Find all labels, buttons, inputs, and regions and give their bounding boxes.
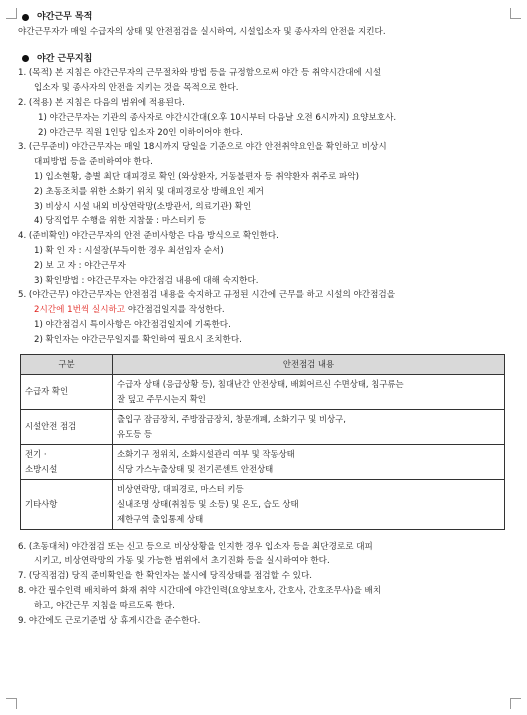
guideline-item-3-sub-2: 2) 초동조치를 위한 소화기 위치 및 대피경로상 방해요인 제거 — [34, 186, 264, 197]
cell-text: 수급자 상태 (응급상황 등), 침대난간 안전상태, 배회어르신 수면상태, 침구류는 — [117, 378, 404, 389]
cell-text: 소화기구 정위치, 소화시설관리 여부 및 작동상태 — [117, 448, 295, 459]
guideline-item-5: 5. (야간근무) 야간근무자는 안전점검 내용을 숙지하고 규정된 시간에 근무를 하고 시설의 야간점검을 — [18, 290, 396, 301]
guideline-item-3-sub-1: 1) 입소현황, 층별 최단 대피경로 확인 (와상환자, 거동불편자 등 취약환자 취주로 파악) — [34, 171, 359, 182]
guideline-item-4-sub-2: 2) 보 고 자 : 야간근무자 — [34, 260, 126, 271]
safety-check-table — [20, 354, 505, 530]
table-cell-category — [21, 444, 113, 479]
highlight-text: 2시간에 1번씩 실시하고 — [34, 305, 126, 316]
cell-text: 소방시설 — [25, 463, 58, 474]
cell-text: 비상연락망, 대피경로, 마스터 키등 — [117, 483, 244, 494]
page-corner-mark-bottom-left — [6, 698, 17, 709]
table-cell-content — [113, 409, 505, 444]
table-header-category: 구분 — [21, 354, 113, 374]
table-header-row — [21, 354, 505, 374]
cell-text: 출입구 잠금장치, 주방잠금장치, 창문개폐, 소화기구 및 비상구, — [117, 413, 346, 424]
section-purpose-text: 야간근무자가 매일 수급자의 상태 및 안전점검을 실시하여, 시설입소자 및 종사자의 안전을 지킨다. — [18, 26, 386, 37]
guideline-item-7: 7. (당직점검) 당직 준비확인을 한 확인자는 불시에 당직상태를 점검할 수 있다. — [18, 571, 313, 582]
guideline-item-6: 6. (초동대처) 야간점검 또는 신고 등으로 비상상황을 인지한 경우 입소자 등을 최단경로로 대피 — [18, 541, 373, 552]
section-purpose-heading — [18, 10, 510, 25]
page-corner-mark-top-left — [6, 8, 17, 19]
section-purpose-title: 야간근무 목적 — [37, 12, 93, 22]
guideline-item-9: 9. 야간에도 근로기준법 상 휴게시간을 준수한다. — [18, 615, 201, 626]
page-corner-mark-bottom-right — [510, 698, 521, 709]
guideline-item-5-cont-rest: 야간점검일지를 작성한다. — [125, 305, 225, 316]
bullet-icon — [22, 14, 29, 21]
cell-text: 식당 가스누출상태 및 전기콘센트 안전상태 — [117, 463, 274, 474]
cell-text: 기타사항 — [25, 498, 58, 509]
guideline-item-4: 4. (준비확인) 야간근무자의 안전 준비사항은 다음 방식으로 확인한다. — [18, 231, 279, 242]
cell-text: 잘 덮고 주무시는지 확인 — [117, 393, 206, 404]
document-page — [18, 10, 510, 628]
guideline-item-4-sub-1: 1) 확 인 자 : 시설장(부득이한 경우 최선임자 순서) — [34, 245, 224, 256]
table-cell-category — [21, 409, 113, 444]
guideline-item-1: 1. (목적) 본 지침은 야간근무자의 근무절차와 방법 등을 규정함으로써 야간 등 취약시간대에 시설 — [18, 68, 382, 79]
table-row — [21, 479, 505, 529]
table-cell-content — [113, 444, 505, 479]
table-cell-category — [21, 479, 113, 529]
guideline-item-5-sub-2: 2) 확인자는 야간근무일지를 확인하여 필요시 조치한다. — [34, 334, 242, 345]
guideline-item-3-cont: 대피방법 등을 준비하여야 한다. — [34, 157, 153, 168]
guideline-item-5-sub-1: 1) 야간점검시 특이사항은 야간점검일지에 기록한다. — [34, 319, 231, 330]
cell-text: 수급자 확인 — [25, 386, 69, 397]
bullet-icon — [22, 55, 29, 62]
guideline-item-2-sub-1: 1) 야간근무자는 기관의 종사자로 야간시간대(오후 10시부터 다음날 오전 6시까지) 요양보호사. — [38, 112, 397, 123]
cell-text: 실내조명 상태(취침등 및 소등) 및 온도, 습도 상태 — [117, 498, 299, 509]
guideline-item-3: 3. (근무준비) 야간근무자는 매일 18시까지 당일을 기준으로 야간 안전취약요인을 확인하고 비상시 — [18, 142, 387, 153]
section-guidelines-heading — [18, 52, 510, 67]
cell-text: 유도등 등 — [117, 428, 153, 439]
guideline-item-2: 2. (적용) 본 지침은 다음의 범위에 적용된다. — [18, 97, 185, 108]
guideline-item-5-cont — [18, 303, 510, 318]
guideline-item-1-cont: 입소자 및 종사자의 안전을 지키는 것을 목적으로 한다. — [34, 83, 239, 94]
table-row — [21, 444, 505, 479]
cell-text: 전기 · — [25, 448, 47, 459]
cell-text: 제한구역 출입통제 상태 — [117, 513, 204, 524]
section-guidelines-title: 야간 근무지침 — [37, 53, 93, 64]
table-cell-content — [113, 374, 505, 409]
guideline-item-3-sub-3: 3) 비상시 시설 내외 비상연락망(소방관서, 의료기관) 확인 — [34, 201, 252, 212]
table-cell-category — [21, 374, 113, 409]
cell-text: 시설안전 점검 — [25, 421, 77, 432]
guideline-item-3-sub-4: 4) 당직업무 수행을 위한 지참물 : 마스터키 등 — [34, 216, 206, 227]
page-corner-mark-top-right — [510, 8, 521, 19]
guideline-item-2-sub-2: 2) 야간근무 직원 1인당 입소자 20인 이하이어야 한다. — [38, 127, 243, 138]
guideline-item-6-cont: 시키고, 비상연락망의 가동 및 가능한 범위에서 초기진화 등을 실시하여야 한다. — [34, 556, 330, 567]
guideline-item-8: 8. 야간 필수인력 배치하여 화재 취약 시간대에 야간인력(요양보호사, 간호사, 간호조무사)을 배치 — [18, 585, 382, 596]
table-header-content: 안전점검 내용 — [113, 354, 505, 374]
table-row — [21, 374, 505, 409]
guideline-item-4-sub-3: 3) 확인방법 : 야간근무자는 야간점검 내용에 대해 숙지한다. — [34, 275, 259, 286]
table-cell-content — [113, 479, 505, 529]
table-row — [21, 409, 505, 444]
guideline-item-8-cont: 하고, 야간근무 지침을 따르도록 한다. — [34, 600, 175, 611]
